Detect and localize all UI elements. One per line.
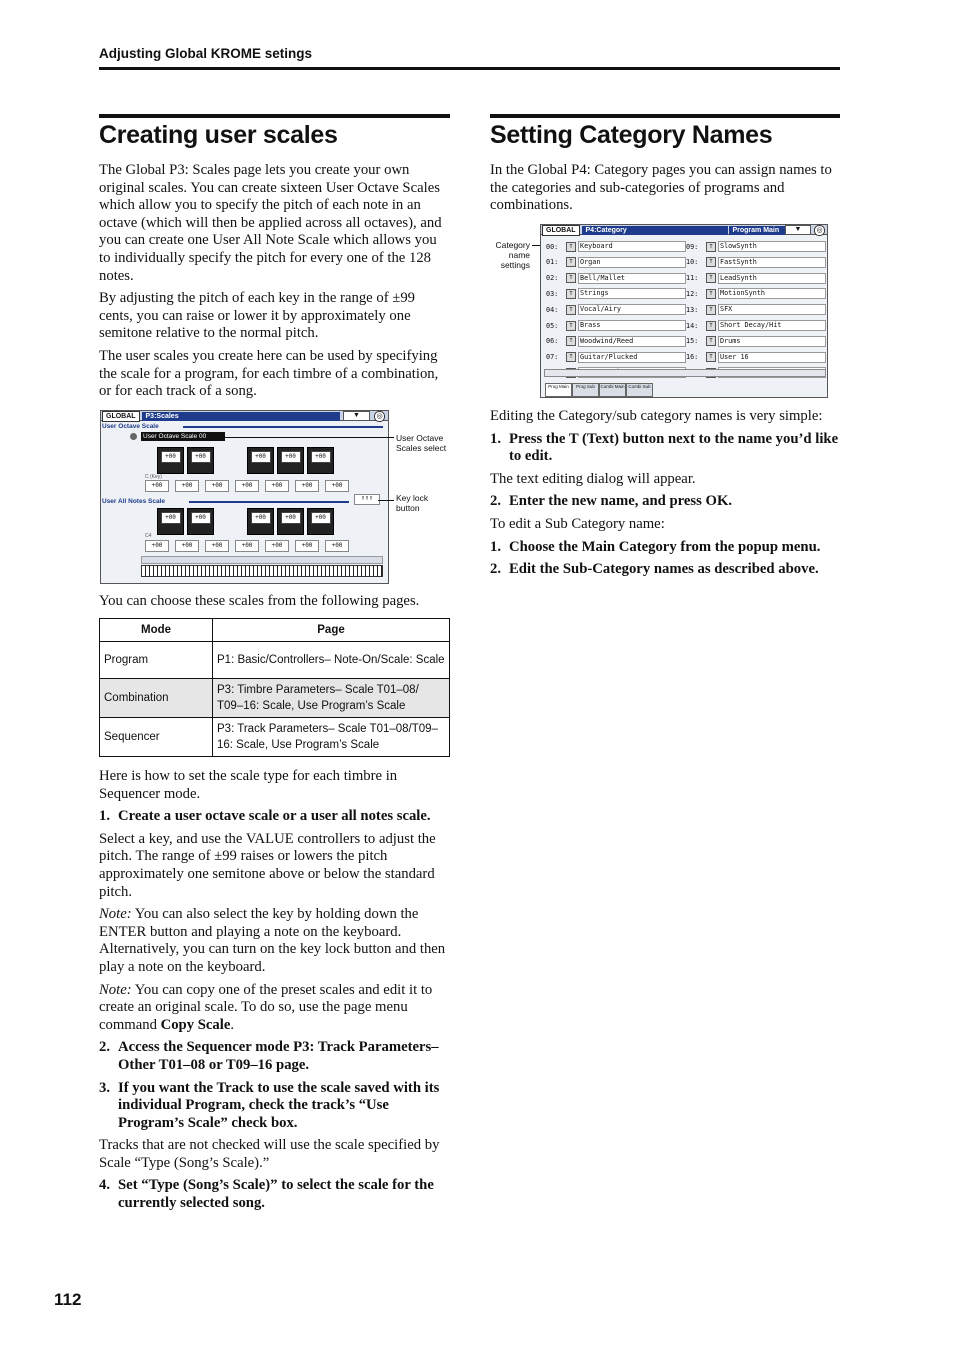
category-name-field[interactable]: Short Decay/Hit <box>718 320 826 331</box>
category-row <box>686 273 826 284</box>
text-edit-button[interactable]: T <box>706 289 716 299</box>
category-number: 06: <box>546 337 559 346</box>
key-label: C4 <box>145 533 152 539</box>
key-lock-button[interactable]: !! !! !! <box>354 494 380 505</box>
title-bar <box>541 225 827 235</box>
category-number: 07: <box>546 353 559 362</box>
text-edit-button[interactable]: T <box>566 273 576 283</box>
divider <box>189 501 349 503</box>
step: 2. Access the Sequencer mode P3: Track Parameters– Other T01–08 or T09–16 page. <box>99 1039 439 1073</box>
section-rule-left <box>99 114 450 118</box>
table-row <box>100 718 450 757</box>
key-value[interactable]: +00 <box>235 540 259 552</box>
category-row <box>686 320 826 331</box>
left-intro <box>99 162 450 406</box>
piano-strip[interactable] <box>141 565 383 577</box>
table-header-row <box>100 619 450 642</box>
step: 2. Edit the Sub-Category names as described above. <box>490 561 819 578</box>
category-number: 15: <box>686 337 699 346</box>
page-title: P4:Category <box>582 226 728 235</box>
step: 1. Press the T (Text) button next to the name you’d like to edit. <box>490 430 839 465</box>
category-name-field[interactable]: Guitar/Plucked <box>578 352 686 363</box>
text-edit-button[interactable]: T <box>706 305 716 315</box>
page-title: P3:Scales <box>142 412 340 421</box>
callout-category-names: Category name settings <box>495 240 530 270</box>
category-row <box>546 257 686 268</box>
choose-text: You can choose these scales from the following pages. <box>99 593 420 609</box>
key-value[interactable]: +00 <box>205 540 229 552</box>
section-label-octave: User Octave Scale <box>102 423 159 430</box>
category-name-field[interactable]: Organ <box>578 257 686 268</box>
callout-line <box>222 437 394 438</box>
menu-icon[interactable]: ◎ <box>814 225 825 236</box>
black-key[interactable]: +00 <box>187 447 214 474</box>
category-row <box>686 241 826 252</box>
category-name-field[interactable]: Vocal/Airy <box>578 304 686 315</box>
paragraph: Select a key, and use the VALUE controllers to adjust the pitch. The range of ±99 raises or lowers the pitch approximately one semitone above or below the standard pitch. <box>99 830 436 900</box>
category-row <box>686 352 826 363</box>
category-name-field[interactable]: SFX <box>718 304 826 315</box>
callout-line <box>378 500 394 501</box>
category-screenshot <box>540 224 828 398</box>
key-label: C (Key) <box>145 474 162 480</box>
text-edit-button[interactable]: T <box>706 336 716 346</box>
right-procedure <box>490 408 840 584</box>
table-cell: P3: Timbre Parameters– Scale T01–08/ T09–16: Scale, Use Program’s Scale <box>213 679 450 718</box>
category-name-field[interactable]: User 16 <box>718 352 826 363</box>
category-number: 11: <box>686 274 699 283</box>
category-row <box>546 273 686 284</box>
category-row <box>546 288 686 299</box>
category-row <box>686 336 826 347</box>
text-edit-button[interactable]: T <box>566 289 576 299</box>
table-cell: P3: Track Parameters– Scale T01–08/T09–16: Scale, Use Program’s Scale <box>213 718 450 757</box>
text-edit-button[interactable]: T <box>706 273 716 283</box>
callout-scales-select: User Octave Scales select <box>396 433 447 453</box>
category-row <box>546 241 686 252</box>
category-name-field[interactable]: SlowSynth <box>718 241 826 252</box>
black-key[interactable]: +00 <box>247 447 274 474</box>
section-title-category: Setting Category Names <box>490 121 773 149</box>
table-header: Mode <box>100 619 213 642</box>
category-row <box>686 257 826 268</box>
step: 1. Create a user octave scale or a user all notes scale. <box>99 808 431 825</box>
category-number: 16: <box>686 353 699 362</box>
key-value[interactable]: +00 <box>175 480 199 492</box>
category-number: 12: <box>686 289 699 298</box>
table-header: Page <box>213 619 450 642</box>
section-rule-right <box>490 114 840 118</box>
category-name-field[interactable]: LeadSynth <box>718 273 826 284</box>
divider <box>544 369 826 377</box>
category-number: 02: <box>546 274 559 283</box>
callout-key-lock: Key lock button <box>396 493 429 513</box>
category-row <box>546 304 686 315</box>
scrollbar[interactable] <box>141 556 383 564</box>
category-dropdown[interactable]: Program Main <box>729 226 795 235</box>
page-tab[interactable]: Combi Main <box>599 383 626 397</box>
divider <box>183 426 383 428</box>
paragraph: The text editing dialog will appear. <box>490 470 696 487</box>
category-name-field[interactable]: Woodwind/Reed <box>578 336 686 347</box>
category-number: 14: <box>686 321 699 330</box>
category-number: 05: <box>546 321 559 330</box>
text-edit-button[interactable]: T <box>566 336 576 346</box>
paragraph: By adjusting the pitch of each key in the range of ±99 cents, you can raise or lower it by approximately one semitone relative to the normal pitch. <box>99 290 416 342</box>
key-value[interactable]: +00 <box>235 480 259 492</box>
black-key[interactable]: +00 <box>307 447 334 474</box>
category-number: 04: <box>546 305 559 314</box>
page-tab[interactable]: Combi Sub <box>626 383 653 397</box>
paragraph: Editing the Category/sub category names is very simple: <box>490 408 823 424</box>
text-edit-button[interactable]: T <box>706 257 716 267</box>
step: 1. Choose the Main Category from the popup menu. <box>490 538 821 555</box>
key-value[interactable]: +00 <box>145 480 169 492</box>
paragraph: The user scales you create here can be used by specifying the scale for a program, for each timbre of a combination, or for each track of a song. <box>99 347 439 400</box>
category-row <box>686 304 826 315</box>
global-tab: GLOBAL <box>102 411 140 422</box>
page-tab[interactable]: Prog Sub <box>572 383 599 397</box>
category-number: 10: <box>686 258 699 267</box>
chevron-down-icon[interactable]: ▼ <box>343 411 370 421</box>
page-number: 112 <box>54 1290 82 1309</box>
category-row <box>546 352 686 363</box>
category-number: 13: <box>686 305 699 314</box>
category-name-field[interactable]: Strings <box>578 288 686 299</box>
note: Note: You can also select the key by holding down the ENTER button and playing a note on the keyboard. Alternatively, you can turn on the key lock button and then play a note on the keyboard. <box>99 906 446 975</box>
category-name-field[interactable]: MotionSynth <box>718 288 826 299</box>
key-value[interactable]: +00 <box>325 540 349 552</box>
text-edit-button[interactable]: T <box>706 352 716 362</box>
text-edit-button[interactable]: T <box>566 305 576 315</box>
table-row <box>100 679 450 718</box>
step: 3. If you want the Track to use the scale saved with its individual Program, check the track’s “Use Program’s Scale” check box. <box>99 1079 440 1131</box>
key-value[interactable]: +00 <box>175 540 199 552</box>
table-cell: Combination <box>100 679 213 718</box>
page-tab[interactable]: Prog Main <box>545 383 572 397</box>
left-procedure <box>99 768 450 1218</box>
category-number: 01: <box>546 258 559 267</box>
black-key[interactable]: +00 <box>157 447 184 474</box>
menu-icon[interactable]: ◎ <box>374 411 385 422</box>
black-key[interactable]: +00 <box>157 508 184 535</box>
paragraph: Tracks that are not checked will use the scale specified by Scale “Type (Song’s Scale).” <box>99 1137 440 1171</box>
table-row <box>100 642 450 679</box>
category-name-field[interactable]: FastSynth <box>718 257 826 268</box>
text-edit-button[interactable]: T <box>566 242 576 252</box>
table-cell: P1: Basic/Controllers– Note-On/Scale: Scale <box>213 642 450 679</box>
category-number: 00: <box>546 242 559 251</box>
key-value[interactable]: +00 <box>325 480 349 492</box>
section-label-all: User All Notes Scale <box>102 498 165 505</box>
category-row <box>686 288 826 299</box>
category-row <box>546 320 686 331</box>
key-value[interactable]: +00 <box>295 480 319 492</box>
text-edit-button[interactable]: T <box>706 242 716 252</box>
paragraph: To edit a Sub Category name: <box>490 515 665 532</box>
key-value[interactable]: +00 <box>265 480 289 492</box>
arrow-icon <box>130 433 137 440</box>
chevron-down-icon[interactable]: ▼ <box>785 225 811 235</box>
category-name-field[interactable]: Keyboard <box>578 241 686 252</box>
black-key[interactable]: +00 <box>247 508 274 535</box>
category-name-field[interactable]: Bell/Mallet <box>578 273 686 284</box>
paragraph: Here is how to set the scale type for each timbre in Sequencer mode. <box>99 768 398 802</box>
key-value[interactable]: +00 <box>205 480 229 492</box>
category-name-field[interactable]: Drums <box>718 336 826 347</box>
text-edit-button[interactable]: T <box>566 352 576 362</box>
step: 2. Enter the new name, and press OK. <box>490 493 733 510</box>
header-rule <box>99 67 840 70</box>
step: 4. Set “Type (Song’s Scale)” to select the scale for the currently selected song. <box>99 1177 434 1212</box>
scale-select[interactable]: User Octave Scale 00 <box>141 432 225 441</box>
running-head: Adjusting Global KROME setings <box>99 46 313 61</box>
black-key[interactable]: +00 <box>307 508 334 535</box>
paragraph: The Global P3: Scales page lets you create your own original scales. You can create sixteen User Octave Scales which allow you to specify the pitch of each note in an octave (which will then be applied across all octaves), and you can create one User All Note Scale which allows you to individually specify the pitch for every one of the 128 notes. <box>99 162 442 284</box>
key-value[interactable]: +00 <box>295 540 319 552</box>
global-tab: GLOBAL <box>542 225 580 236</box>
mode-page-table <box>99 618 450 757</box>
right-intro: In the Global P4: Category pages you can assign names to the categories and sub-categories of programs and combinations. <box>490 162 832 214</box>
text-edit-button[interactable]: T <box>566 257 576 267</box>
key-value[interactable]: +00 <box>145 540 169 552</box>
category-number: 03: <box>546 289 559 298</box>
category-number: 09: <box>686 242 699 251</box>
title-bar <box>101 411 388 421</box>
black-key[interactable]: +00 <box>277 447 304 474</box>
text-edit-button[interactable]: T <box>706 321 716 331</box>
text-edit-button[interactable]: T <box>566 321 576 331</box>
section-title-user-scales: Creating user scales <box>99 121 338 149</box>
table-cell: Sequencer <box>100 718 213 757</box>
table-cell: Program <box>100 642 213 679</box>
black-key[interactable]: +00 <box>277 508 304 535</box>
category-name-field[interactable]: Brass <box>578 320 686 331</box>
category-row <box>546 336 686 347</box>
note: Note: You can copy one of the preset scales and edit it to create an original scale. To do so, use the page menu command Copy Scale. <box>99 981 433 1033</box>
key-value[interactable]: +00 <box>265 540 289 552</box>
black-key[interactable]: +00 <box>187 508 214 535</box>
